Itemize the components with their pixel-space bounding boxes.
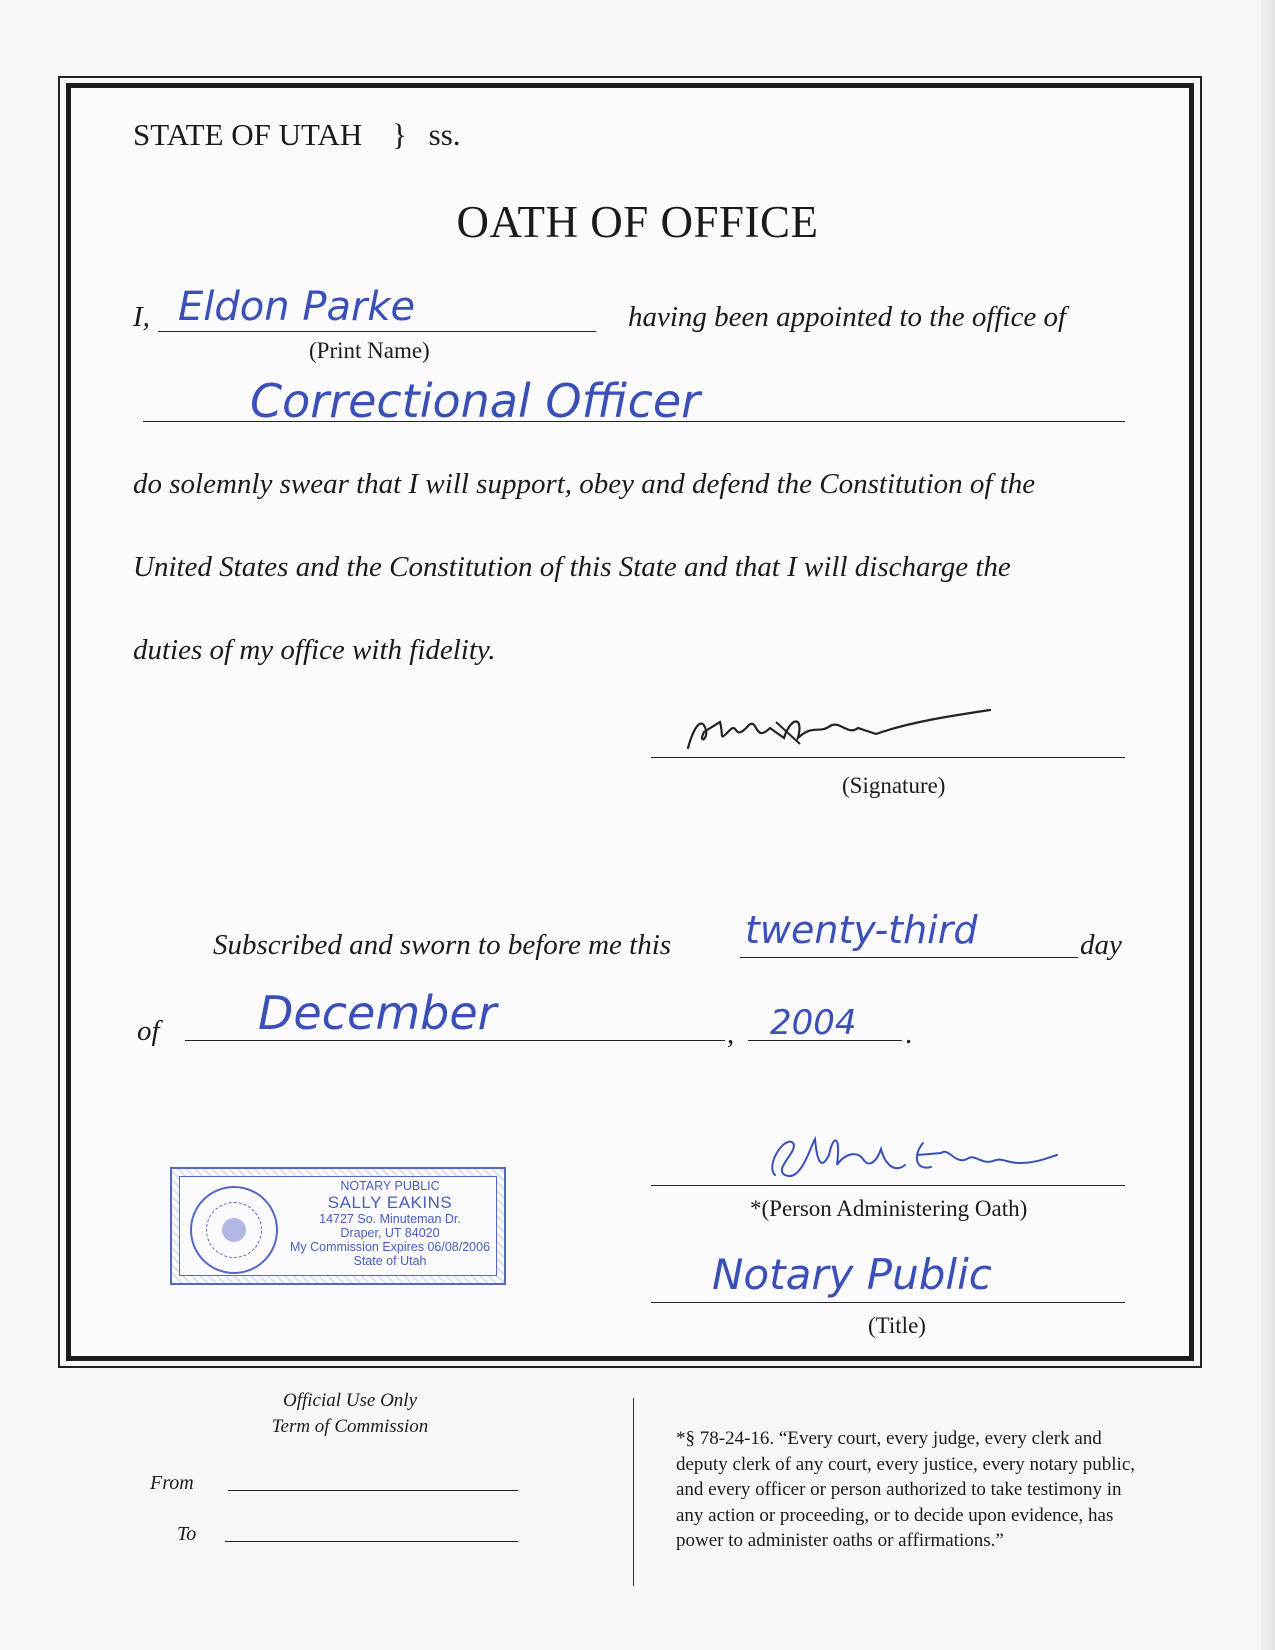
of-word: of [137,1015,160,1047]
venue-brace: } [392,117,407,152]
stamp-line-address: 14727 So. Minuteman Dr. [319,1212,461,1227]
print-name-label: (Print Name) [309,338,430,363]
stamp-line-state: State of Utah [353,1254,427,1269]
oath-body-line-3: duties of my office with fidelity. [133,634,496,666]
stamp-line-expires: My Commission Expires 06/08/2006 [289,1240,491,1255]
administering-signature [745,1125,1065,1187]
stamp-text [278,1179,502,1268]
venue-ss: ss. [428,117,461,152]
oath-body-line-1: do solemnly swear that I will support, obey and defend the Constitution of the [133,468,1036,500]
month-handwritten: December [258,986,497,1040]
day-handwritten: twenty-third [745,908,978,952]
administering-label: *(Person Administering Oath) [750,1196,1028,1221]
state-seal-icon [190,1186,278,1274]
stamp-line-notary: NOTARY PUBLIC [340,1179,440,1193]
oath-i-prefix: I, [133,301,150,333]
day-word: day [1080,929,1122,961]
notary-stamp [170,1167,506,1285]
from-underline [228,1490,518,1491]
name-underline [158,331,596,332]
subscribed-text: Subscribed and sworn to before me this [213,929,672,961]
official-use-heading: Official Use Only [282,1390,418,1411]
date-period: . [905,1018,913,1050]
state-name: STATE OF UTAH [133,117,363,152]
document-title: OATH OF OFFICE [456,197,819,247]
stamp-line-city: Draper, UT 84020 [340,1226,440,1241]
statute-note: *§ 78-24-16. “Every court, every judge, every clerk and deputy clerk of any court, every justice, every notary public, and every officer or person authorized to take testimony in any action or proceeding, or to decide upon evidence, has power to administer oaths or affirmations.” [676,1428,1135,1551]
date-comma: , [727,1018,735,1050]
to-underline [225,1541,518,1542]
office-handwritten: Correctional Officer [250,374,701,428]
to-label: To [177,1523,197,1545]
signature-label: (Signature) [842,773,946,798]
appointed-text: having been appointed to the office of [628,301,1067,333]
signature-underline [651,757,1125,758]
year-handwritten: 2004 [770,1003,857,1043]
title-handwritten: Notary Public [712,1250,992,1299]
month-underline [185,1040,725,1041]
title-underline [651,1302,1125,1303]
title-label: (Title) [868,1313,926,1338]
oath-signature [680,708,1000,758]
from-label: From [150,1472,194,1494]
venue-header [133,117,461,153]
notary-stamp-inner [179,1176,497,1276]
footer-divider [633,1398,634,1586]
seal-beehive-icon [222,1218,246,1242]
stamp-line-name: SALLY EAKINS [327,1193,453,1212]
term-of-commission-heading: Term of Commission [271,1416,429,1437]
day-underline [740,957,1078,958]
administering-underline [651,1185,1125,1186]
name-handwritten: Eldon Parke [178,284,416,330]
oath-body-line-2: United States and the Constitution of this State and that I will discharge the [133,551,1011,583]
